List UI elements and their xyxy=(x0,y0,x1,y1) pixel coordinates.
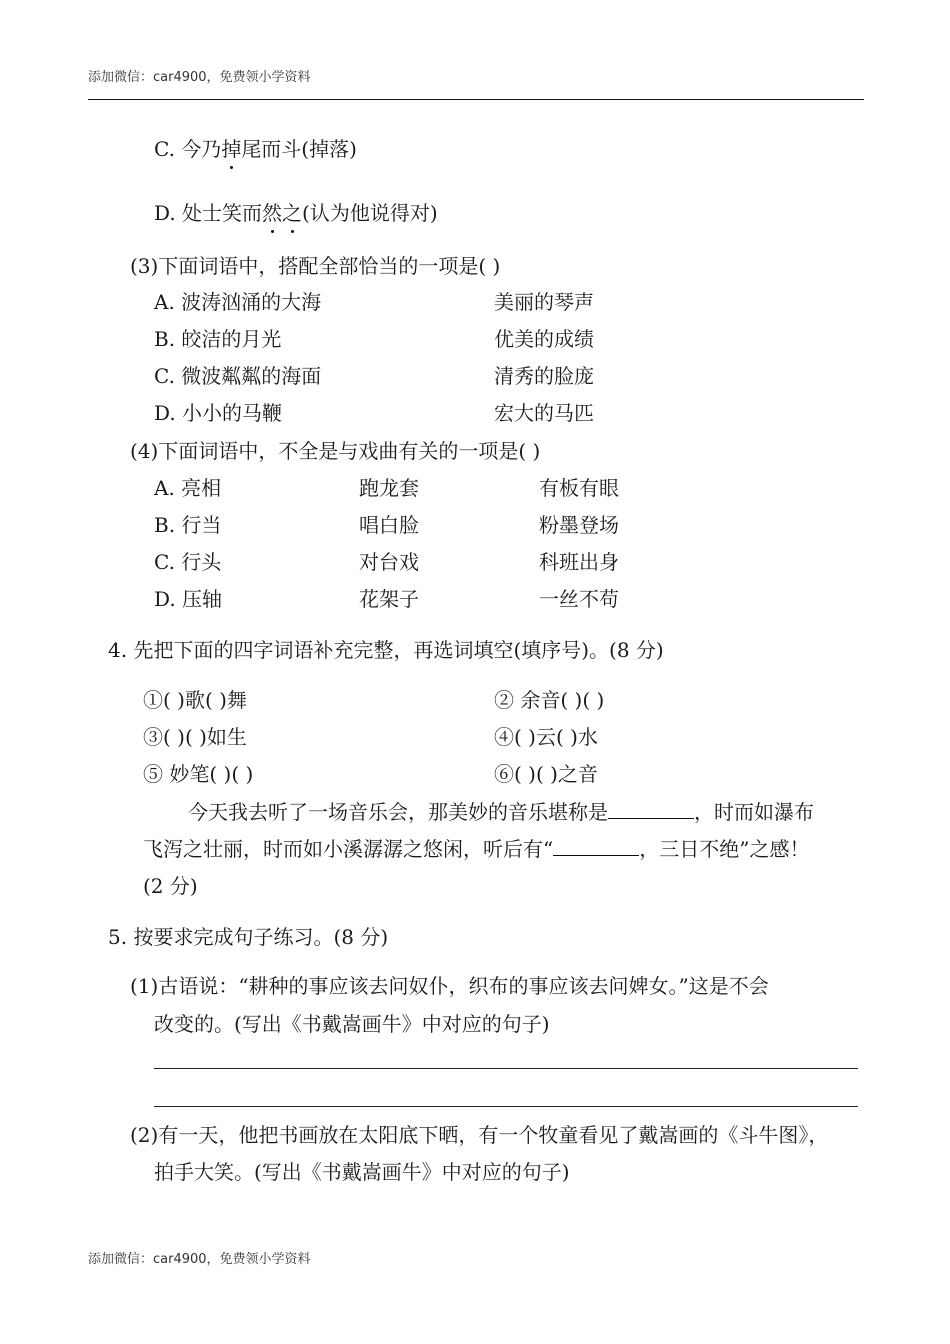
q3-4-stem: (4)下面词语中，不全是与戏曲有关的一项是( ) xyxy=(130,439,541,463)
q3-3-option-c-pair: 清秀的脸庞 xyxy=(494,364,594,388)
q3-3-stem: (3)下面词语中，搭配全部恰当的一项是( ) xyxy=(130,254,501,278)
q3-4-option-b: B. 行当 xyxy=(154,513,222,537)
q2-option-d xyxy=(154,200,438,226)
q3-4-option-b-word3: 粉墨登场 xyxy=(539,513,619,537)
q3-4-option-b-word2: 唱白脸 xyxy=(359,513,419,537)
q4-paragraph-line2 xyxy=(143,835,809,862)
q5-1-answer-line-2[interactable] xyxy=(154,1106,858,1107)
q4-para1-pre: 今天我去听了一场音乐会，那美妙的音乐堪称是 xyxy=(188,800,608,824)
q3-4-option-c-word2: 对台戏 xyxy=(359,550,419,574)
q3-4-option-d-word3: 一丝不苟 xyxy=(539,587,619,611)
page-header: 添加微信：car4900，免费领小学资料 xyxy=(88,70,311,85)
q2-option-d-post: (认为他说得对) xyxy=(302,201,438,225)
q4-paragraph-line1 xyxy=(188,798,814,825)
q5-1-line2: 改变的。(写出《书戴嵩画牛》中对应的句子) xyxy=(154,1012,550,1036)
q3-4-option-a: A. 亮相 xyxy=(154,476,222,500)
q4-item-2: ② 余音( )( ) xyxy=(494,688,605,712)
q3-4-option-a-word3: 有板有眼 xyxy=(539,476,619,500)
q3-3-option-b-pair: 优美的成绩 xyxy=(494,327,594,351)
header-divider xyxy=(88,99,864,100)
q4-item-5: ⑤ 妙笔( )( ) xyxy=(143,762,254,786)
q3-4-option-c: C. 行头 xyxy=(154,550,222,574)
q3-4-option-d-word2: 花架子 xyxy=(359,587,419,611)
q2-option-d-dotted-1: 然 xyxy=(262,201,283,225)
q5-1-answer-line-1[interactable] xyxy=(154,1068,858,1069)
q4-blank-2[interactable] xyxy=(553,835,639,856)
q4-paragraph-line3: (2 分) xyxy=(143,874,198,898)
q3-3-option-b: B. 皎洁的月光 xyxy=(154,327,282,351)
q2-option-c xyxy=(154,136,357,162)
q3-3-option-d: D. 小小的马鞭 xyxy=(154,401,283,425)
q3-3-option-d-pair: 宏大的马匹 xyxy=(494,401,594,425)
q5-2-line1: (2)有一天，他把书画放在太阳底下晒，有一个牧童看见了戴嵩画的《斗牛图》， xyxy=(130,1123,829,1147)
q4-para2-post: ，三日不绝”之感！ xyxy=(639,837,810,861)
q3-3-option-a-pair: 美丽的琴声 xyxy=(494,290,594,314)
q4-item-6: ⑥( )( )之音 xyxy=(494,762,598,786)
q3-4-option-c-word3: 科班出身 xyxy=(539,550,619,574)
q4-para1-post: ，时而如瀑布 xyxy=(694,800,814,824)
q4-item-1: ①( )歌( )舞 xyxy=(143,688,247,712)
q5-1-line1: (1)古语说：“耕种的事应该去问奴仆，织布的事应该去问婢女。”这是不会 xyxy=(130,974,769,998)
q5-title: 5. 按要求完成句子练习。(8 分) xyxy=(108,925,389,949)
q3-4-option-a-word2: 跑龙套 xyxy=(359,476,419,500)
q4-blank-1[interactable] xyxy=(608,798,694,819)
page-footer: 添加微信：car4900，免费领小学资料 xyxy=(88,1252,311,1267)
q4-item-4: ④( )云( )水 xyxy=(494,725,598,749)
q2-option-d-dotted-2: 之 xyxy=(282,201,303,225)
q2-option-d-pre: D. 处士笑而 xyxy=(154,201,263,225)
q4-item-3: ③( )( )如生 xyxy=(143,725,247,749)
q5-2-line2: 拍手大笑。(写出《书戴嵩画牛》中对应的句子) xyxy=(154,1160,570,1184)
q3-3-option-a: A. 波涛汹涌的大海 xyxy=(154,290,322,314)
q3-4-option-d: D. 压轴 xyxy=(154,587,223,611)
q2-option-c-dotted: 掉 xyxy=(221,137,242,161)
q2-option-c-pre: C. 今乃 xyxy=(154,137,222,161)
q4-para2-pre: 飞泻之壮丽，时而如小溪潺潺之悠闲，听后有“ xyxy=(143,837,554,861)
q2-option-c-post: 尾而斗(掉落) xyxy=(241,137,357,161)
q3-3-option-c: C. 微波粼粼的海面 xyxy=(154,364,322,388)
q4-title: 4. 先把下面的四字词语补充完整，再选词填空(填序号)。(8 分) xyxy=(108,638,664,662)
